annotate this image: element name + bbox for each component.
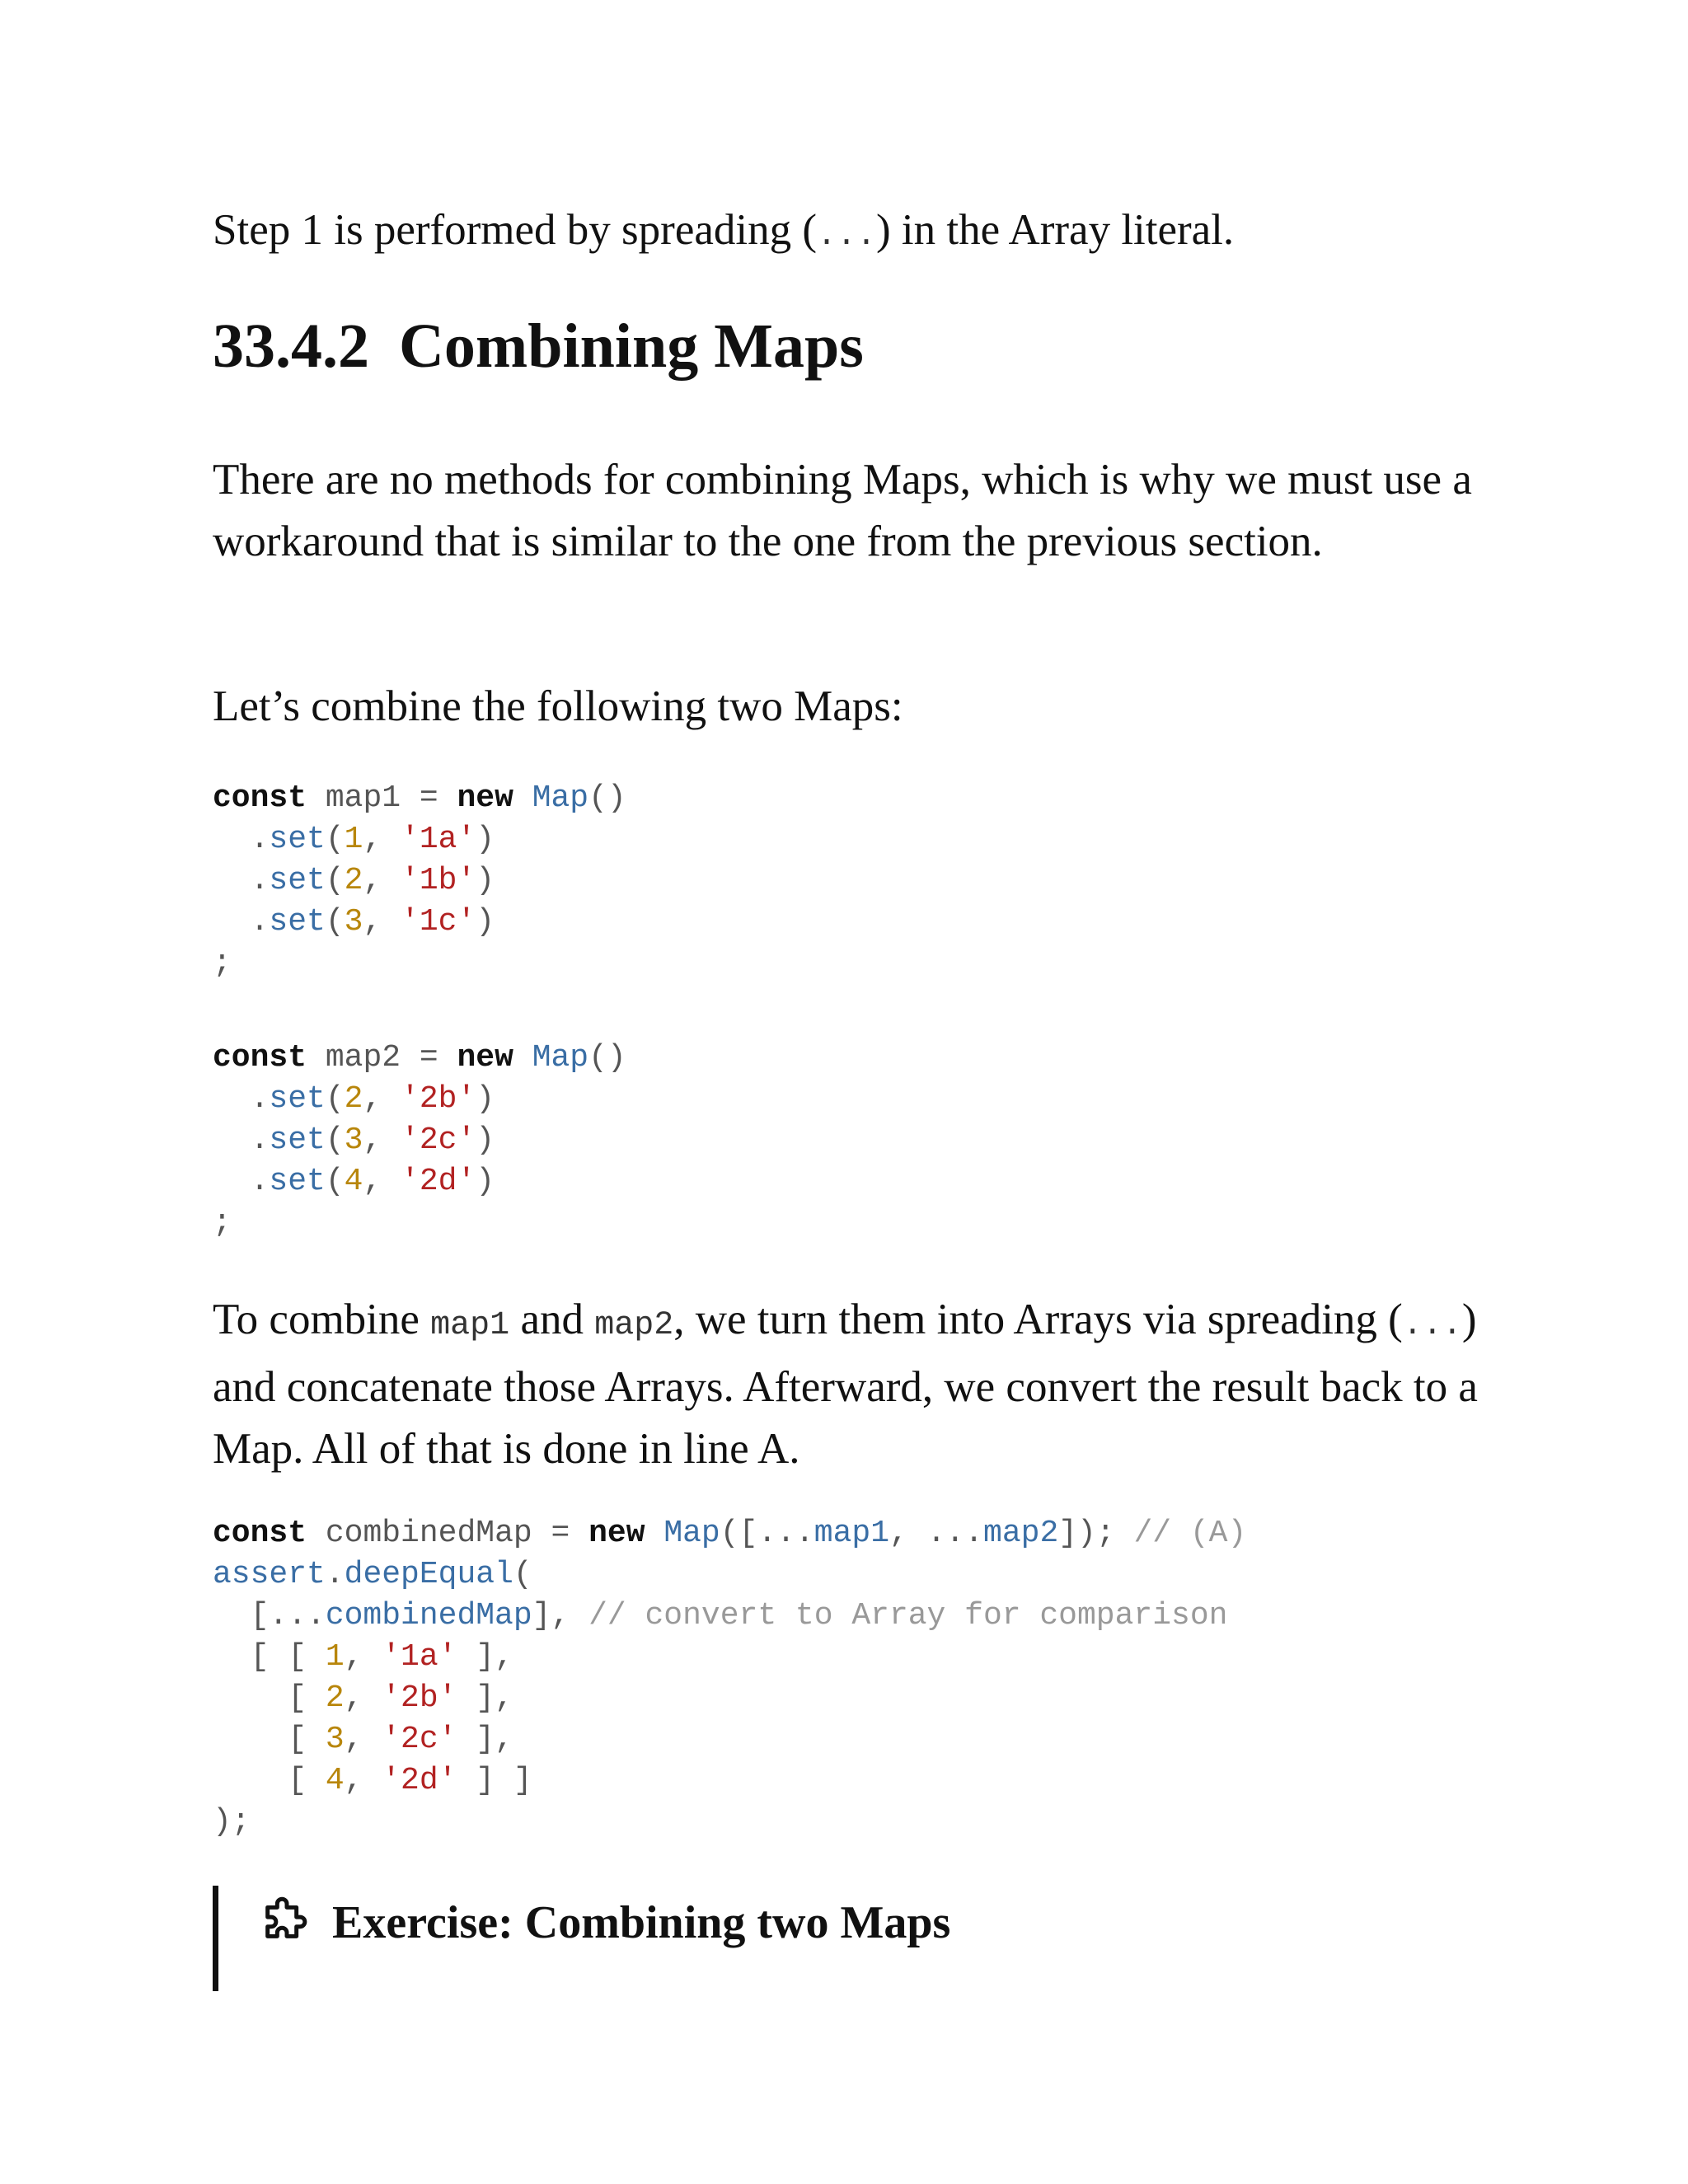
code-block-combined: const combinedMap = new Map([...map1, ...map2]); // (A) assert.deepEqual( [...combinedMap], // convert to Array for comparison [ [ 1, '1a' ], [ 2, '2b' ], [ 3, '2c' ], [ 4, '2d' ] ] ); bbox=[213, 1516, 1247, 1840]
combine-paragraph: To combine map1 and map2, we turn them into Arrays via spreading (...) and concatenate those Arrays. Afterward, we convert the result back to a Map. All of that is done in line A. bbox=[213, 1296, 1478, 1473]
step-paragraph: Step 1 is performed by spreading (...) in the Array literal. bbox=[213, 206, 1235, 255]
section-title: Combining Maps bbox=[399, 312, 864, 381]
inline-code-map2: map2 bbox=[594, 1307, 674, 1344]
inline-code-spread: ... bbox=[817, 218, 877, 255]
inline-code-spread-2: ... bbox=[1402, 1307, 1462, 1344]
section-number: 33.4.2 bbox=[213, 312, 369, 381]
code-block-map1: const map1 = new Map() .set(1, '1a') .set(2, '1b') .set(3, '1c') ; bbox=[213, 780, 626, 981]
section-heading bbox=[213, 309, 864, 383]
intro-paragraph: There are no methods for combining Maps, which is why we must use a workaround that is similar to the one from the previous section. bbox=[213, 456, 1472, 565]
exercise-callout bbox=[213, 1886, 950, 1991]
puzzle-icon bbox=[258, 1891, 316, 1952]
exercise-title[interactable]: Exercise: Combining two Maps bbox=[332, 1897, 951, 1948]
code-block-map2: const map2 = new Map() .set(2, '2b') .set(3, '2c') .set(4, '2d') ; bbox=[213, 1040, 626, 1240]
inline-code-map1: map1 bbox=[430, 1307, 510, 1344]
lets-combine-paragraph: Let’s combine the following two Maps: bbox=[213, 682, 903, 730]
